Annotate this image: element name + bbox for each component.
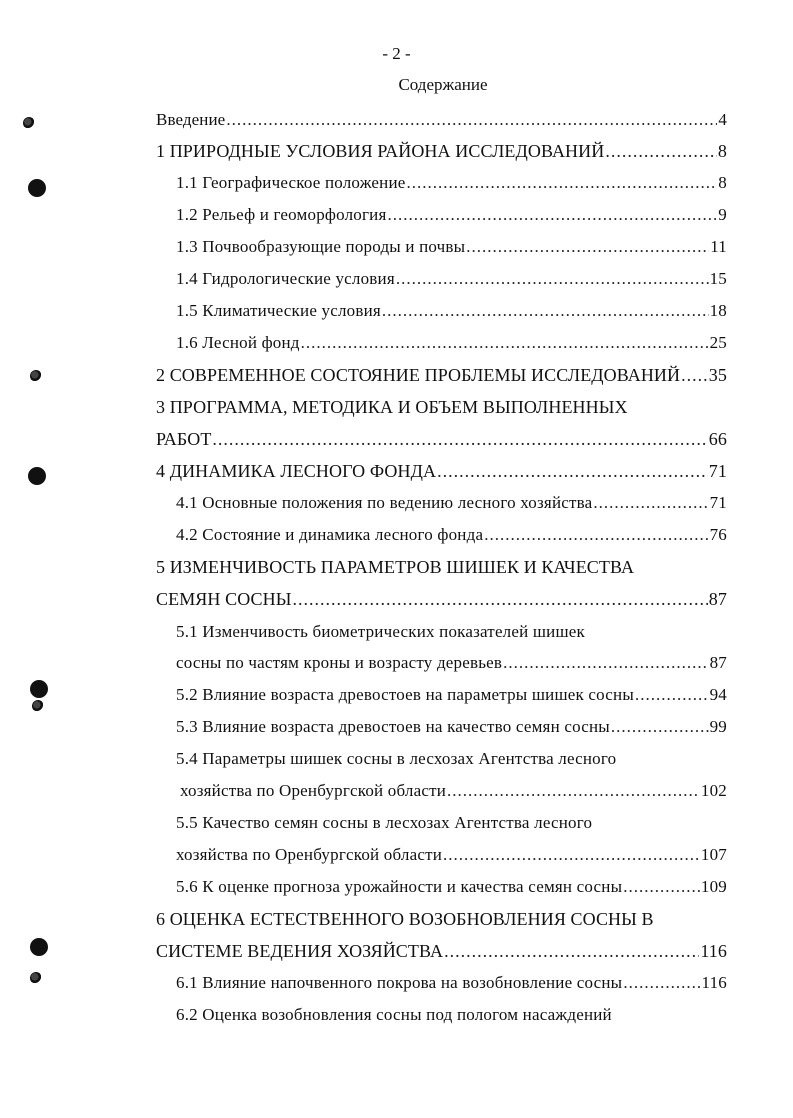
toc-entry-4[interactable] <box>156 461 727 481</box>
toc-entry-page: 8 <box>718 173 727 192</box>
toc-entry-text: СИСТЕМЕ ВЕДЕНИЯ ХОЗЯЙСТВА <box>156 941 444 961</box>
toc-entry-page: 15 <box>709 269 727 288</box>
toc-entry-5-4-line1[interactable]: 5.4 Параметры шишек сосны в лесхозах Агентства лесного <box>176 749 617 768</box>
leader-dots <box>407 173 718 193</box>
toc-entry-page: 116 <box>701 973 727 992</box>
binder-hole <box>30 938 48 956</box>
leader-dots <box>443 845 700 865</box>
toc-entry-page: 102 <box>700 781 727 800</box>
toc-entry-page: 18 <box>709 301 727 320</box>
toc-entry-text: хозяйства по Оренбургской области <box>176 845 443 864</box>
toc-entry-text: 4 ДИНАМИКА ЛЕСНОГО ФОНДА <box>156 461 437 481</box>
leader-dots <box>301 333 709 353</box>
leader-dots <box>387 205 717 225</box>
leader-dots <box>212 429 707 449</box>
binder-speck <box>30 370 42 382</box>
toc-entry-5-5-line1[interactable]: 5.5 Качество семян сосны в лесхозах Агентства лесного <box>176 813 593 832</box>
toc-entry-3-line1[interactable]: 3 ПРОГРАММА, МЕТОДИКА И ОБЪЕМ ВЫПОЛНЕННЫХ <box>156 397 628 417</box>
toc-entry-3[interactable] <box>156 429 727 449</box>
leader-dots <box>605 141 717 161</box>
toc-entry-text: 1.1 Географическое положение <box>176 173 406 192</box>
leader-dots <box>681 365 708 385</box>
toc-entry-text: 6.1 Влияние напочвенного покрова на возобновление сосны <box>176 973 623 992</box>
toc-entry-text: 5.2 Влияние возраста древостоев на параметры шишек сосны <box>176 685 634 704</box>
toc-entry-text: 4.2 Состояние и динамика лесного фонда <box>176 525 484 544</box>
toc-entry-2[interactable] <box>156 365 727 385</box>
toc-entry-5-1[interactable] <box>176 653 727 673</box>
leader-dots <box>635 685 709 705</box>
toc-entry-page: 94 <box>709 685 727 704</box>
toc-entry-page: 87 <box>708 589 727 609</box>
toc-entry-1-6[interactable] <box>176 333 727 353</box>
binder-speck <box>32 700 44 712</box>
toc-entry-text: Введение <box>156 110 226 129</box>
toc-entry-page: 99 <box>709 717 727 736</box>
binder-speck <box>23 117 35 129</box>
toc-entry-text: 4.1 Основные положения по ведению лесного хозяйства <box>176 493 593 512</box>
toc-entry-page: 11 <box>710 237 727 256</box>
toc-entry-5-4[interactable] <box>180 781 727 801</box>
toc-entry-text: хозяйства по Оренбургской области <box>180 781 447 800</box>
leader-dots <box>226 110 717 130</box>
toc-entry-5-1-line1[interactable]: 5.1 Изменчивость биометрических показателей шишек <box>176 622 585 641</box>
toc-entry-page: 25 <box>709 333 727 352</box>
leader-dots <box>293 589 708 609</box>
toc-entry-text: 2 СОВРЕМЕННОЕ СОСТОЯНИЕ ПРОБЛЕМЫ ИССЛЕДОВАНИЙ <box>156 365 681 385</box>
toc-entry-text: 1.5 Климатические условия <box>176 301 381 320</box>
binder-speck <box>30 972 42 984</box>
toc-entry-6[interactable] <box>156 941 727 961</box>
leader-dots <box>623 877 700 897</box>
toc-entry-5-2[interactable] <box>176 685 727 705</box>
toc-entry-1[interactable] <box>156 141 727 161</box>
toc-entry-text: 1.3 Почвообразующие породы и почвы <box>176 237 466 256</box>
toc-title: Содержание <box>398 75 488 94</box>
toc-entry-1-1[interactable] <box>176 173 727 193</box>
toc-entry-4-1[interactable] <box>176 493 727 513</box>
toc-entry-5-line1[interactable]: 5 ИЗМЕНЧИВОСТЬ ПАРАМЕТРОВ ШИШЕК И КАЧЕСТВА <box>156 557 635 577</box>
toc-entry-page: 8 <box>717 141 727 161</box>
leader-dots <box>611 717 709 737</box>
toc-entry-page: 9 <box>718 205 727 224</box>
toc-entry-page: 66 <box>708 429 727 449</box>
toc-entry-1-4[interactable] <box>176 269 727 289</box>
toc-entry-6-1[interactable] <box>176 973 727 993</box>
binder-hole <box>28 179 46 197</box>
leader-dots <box>484 525 708 545</box>
leader-dots <box>623 973 700 993</box>
toc-entry-text: сосны по частям кроны и возрасту деревьев <box>176 653 503 672</box>
toc-entry-text: РАБОТ <box>156 429 212 449</box>
toc-entry-1-2[interactable] <box>176 205 727 225</box>
toc-entry-page: 116 <box>700 941 727 961</box>
toc-entry-text: 1.6 Лесной фонд <box>176 333 300 352</box>
toc-entry-text: 1.4 Гидрологические условия <box>176 269 395 288</box>
toc-entry-text: СЕМЯН СОСНЫ <box>156 589 292 609</box>
toc-entry-text: 5.6 К оценке прогноза урожайности и качества семян сосны <box>176 877 623 896</box>
binder-hole <box>28 467 46 485</box>
toc-entry-5-6[interactable] <box>176 877 727 897</box>
toc-entry-5[interactable] <box>156 589 727 609</box>
toc-entry-page: 109 <box>700 877 727 896</box>
leader-dots <box>382 301 709 321</box>
toc-entry-page: 71 <box>708 461 727 481</box>
leader-dots <box>503 653 708 673</box>
leader-dots <box>447 781 700 801</box>
leader-dots <box>396 269 709 289</box>
toc-entry-page: 87 <box>709 653 727 672</box>
toc-entry-6-line1[interactable]: 6 ОЦЕНКА ЕСТЕСТВЕННОГО ВОЗОБНОВЛЕНИЯ СОСНЫ В <box>156 909 654 929</box>
toc-entry-page: 35 <box>708 365 727 385</box>
leader-dots <box>437 461 708 481</box>
toc-entry-1-3[interactable] <box>176 237 727 257</box>
toc-entry-1-5[interactable] <box>176 301 727 321</box>
leader-dots <box>466 237 709 257</box>
toc-entry-6-2[interactable]: 6.2 Оценка возобновления сосны под пологом насаждений <box>176 1005 612 1024</box>
toc-entry-page: 4 <box>718 110 727 129</box>
toc-entry-5-3[interactable] <box>176 717 727 737</box>
binder-hole <box>30 680 48 698</box>
toc-entry-page: 71 <box>709 493 727 512</box>
toc-entry-text: 1 ПРИРОДНЫЕ УСЛОВИЯ РАЙОНА ИССЛЕДОВАНИЙ <box>156 141 605 161</box>
toc-entry-text: 1.2 Рельеф и геоморфология <box>176 205 387 224</box>
toc-entry-intro[interactable] <box>156 110 727 130</box>
page-number: - 2 - <box>382 44 411 63</box>
leader-dots <box>444 941 699 961</box>
toc-entry-5-5[interactable] <box>176 845 727 865</box>
toc-entry-page: 76 <box>709 525 727 544</box>
leader-dots <box>593 493 708 513</box>
toc-entry-4-2[interactable] <box>176 525 727 545</box>
toc-entry-page: 107 <box>700 845 727 864</box>
toc-entry-text: 5.3 Влияние возраста древостоев на качество семян сосны <box>176 717 610 736</box>
